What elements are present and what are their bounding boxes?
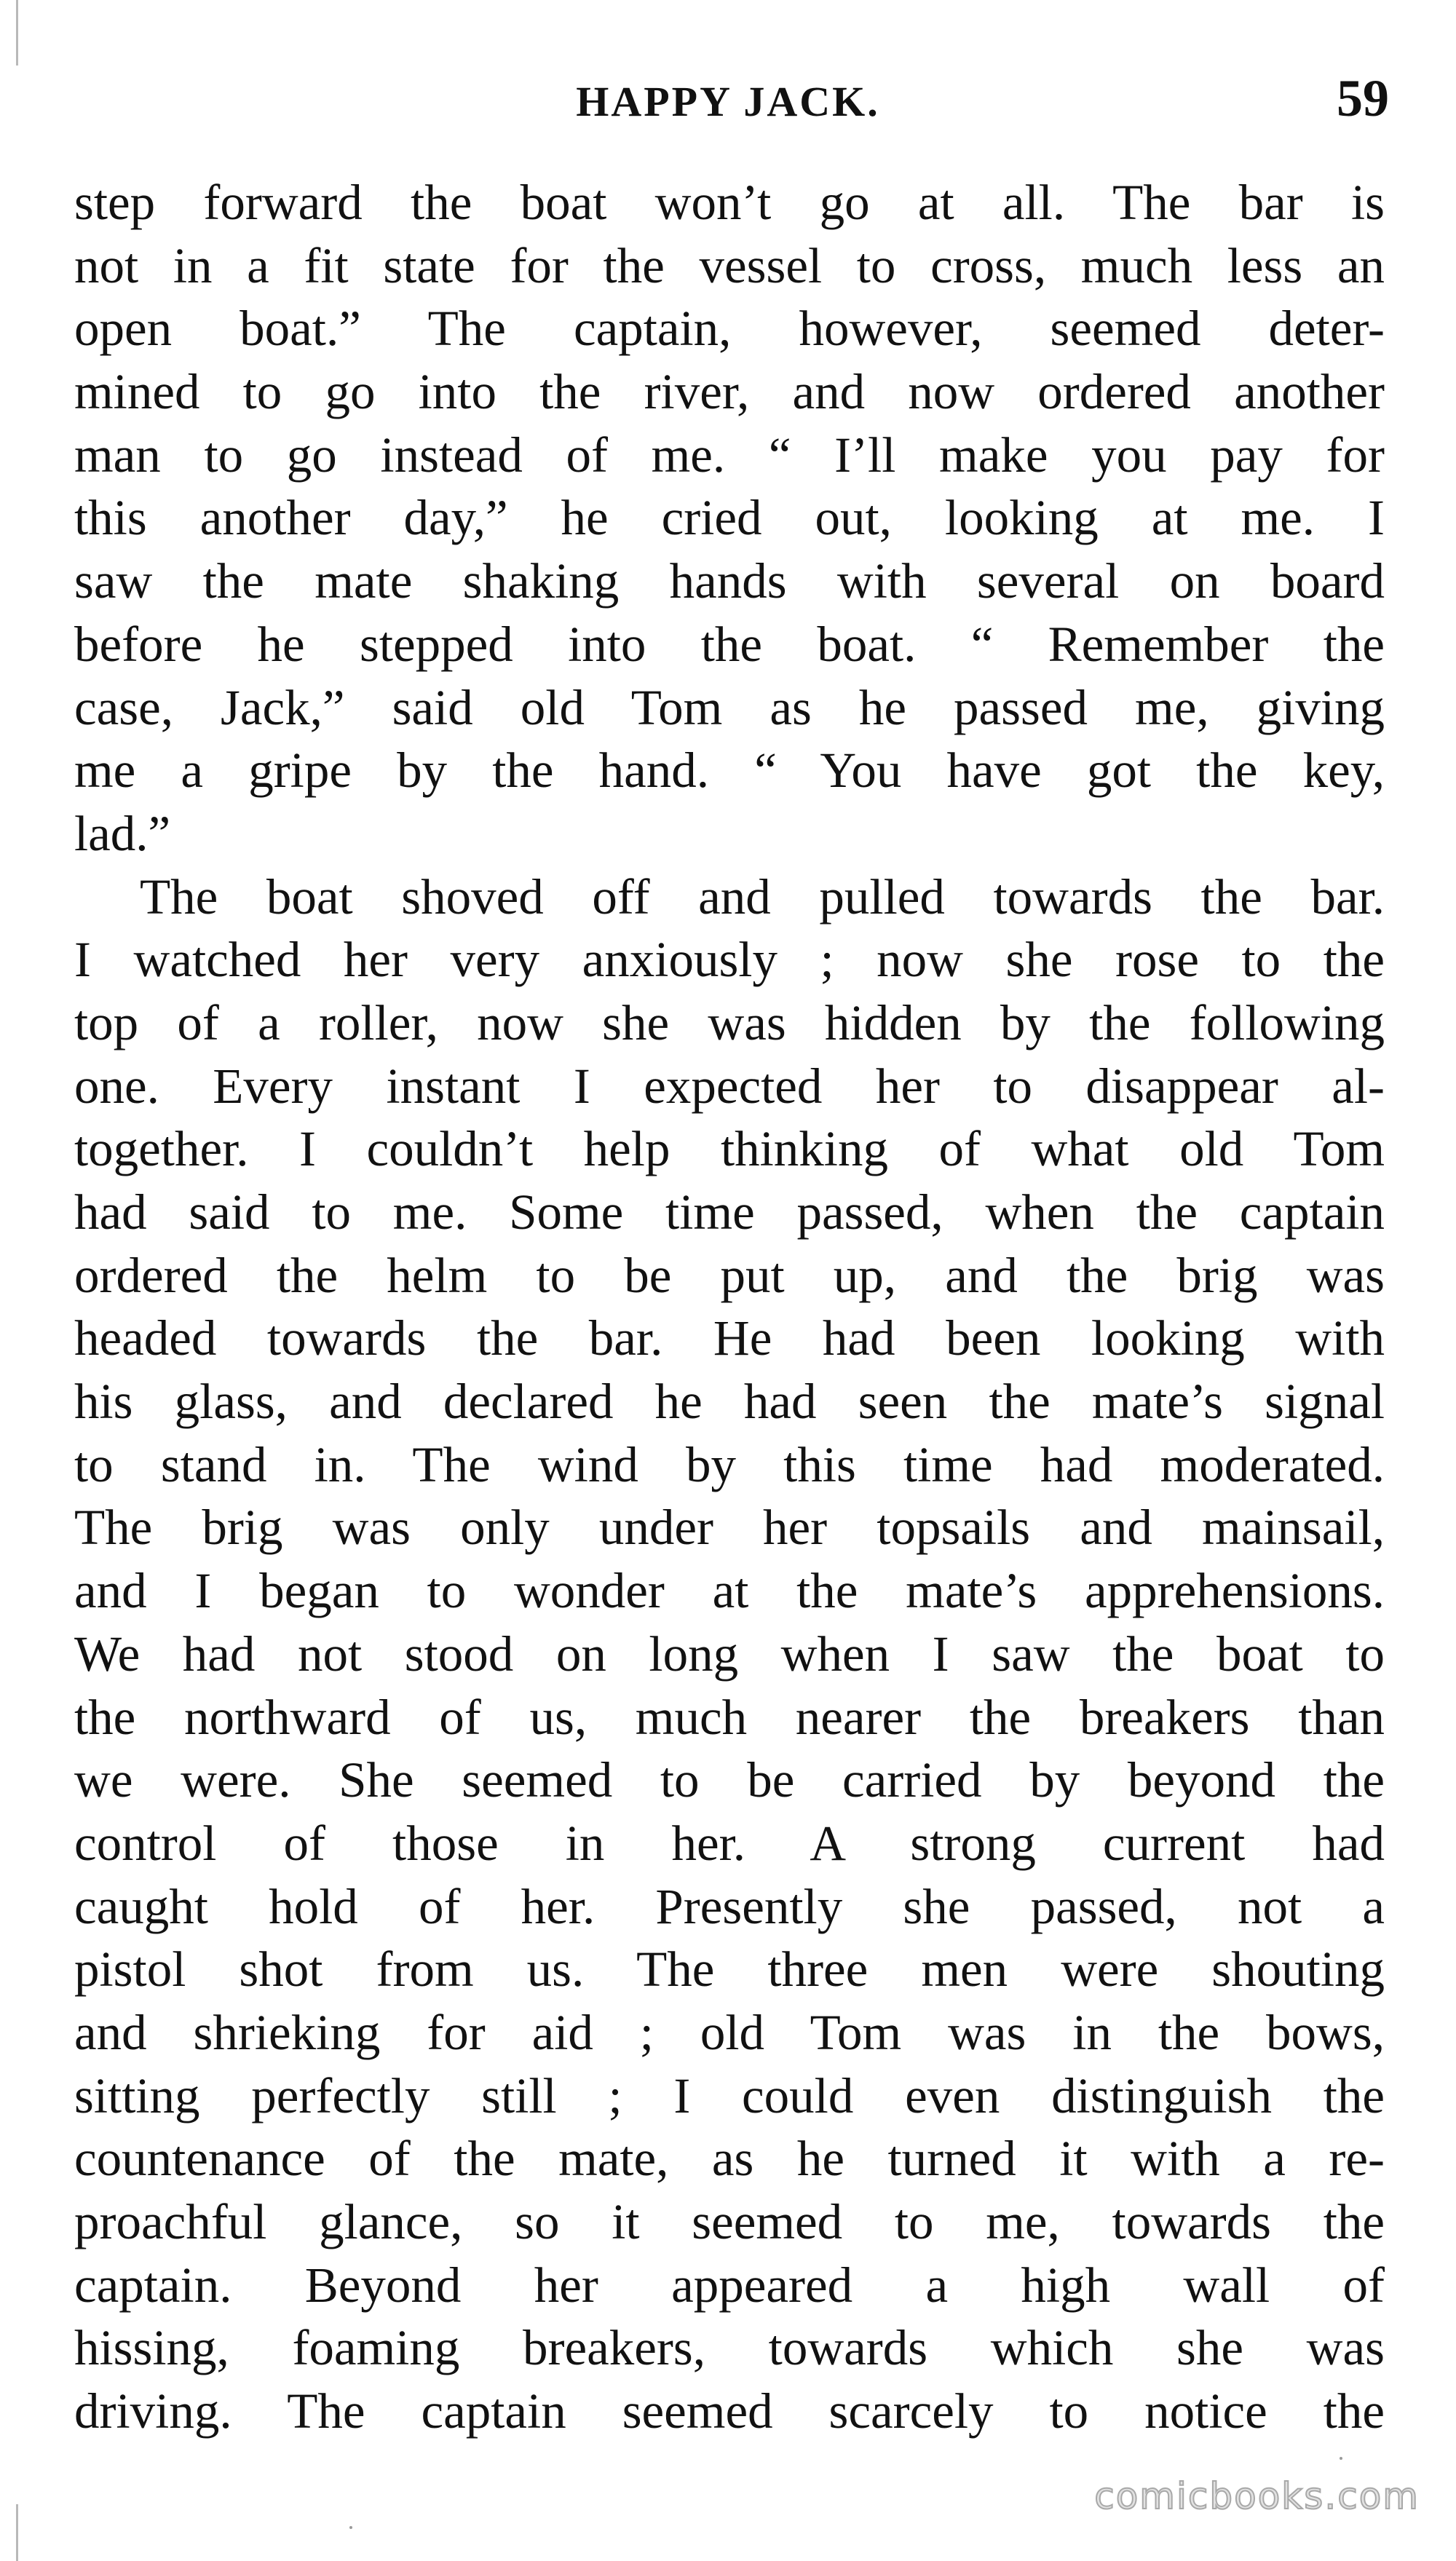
text-line: and shrieking for aid ; old Tom was in the bows,	[74, 2004, 1385, 2060]
text-line: captain. Beyond her appeared a high wall of	[74, 2257, 1385, 2313]
text-line: step forward the boat won’t go at all. The bar is	[74, 175, 1385, 230]
text-line: together. I couldn’t help thinking of what old Tom	[74, 1121, 1385, 1177]
text-line: saw the mate shaking hands with several on board	[74, 553, 1385, 609]
paper-speck	[349, 2526, 352, 2529]
text-line: I watched her very anxiously ; now she rose to the	[74, 932, 1385, 988]
paragraph-start-line: The boat shoved off and pulled towards the bar.	[140, 868, 1385, 925]
text-line: me a gripe by the hand. “ You have got the key,	[74, 743, 1385, 799]
text-line: this another day,” he cried out, looking at me. I	[74, 490, 1385, 546]
gutter-mark-top	[16, 0, 18, 66]
text-line: not in a fit state for the vessel to cross, much less an	[74, 237, 1385, 293]
text-line: the northward of us, much nearer the breakers than	[74, 1689, 1385, 1745]
text-line: ordered the helm to be put up, and the brig was	[74, 1247, 1385, 1303]
text-line: The brig was only under her topsails and mainsail,	[74, 1500, 1385, 1556]
watermark: comicbooks.com	[1094, 2475, 1420, 2517]
text-line: pistol shot from us. The three men were shouting	[74, 1941, 1385, 1998]
text-line: we were. She seemed to be carried by beyond the	[74, 1752, 1385, 1808]
text-line: headed towards the bar. He had been looking with	[74, 1310, 1385, 1366]
text-line: his glass, and declared he had seen the mate’s signal	[74, 1374, 1385, 1430]
text-line: to stand in. The wind by this time had moderated.	[74, 1436, 1385, 1492]
text-line: lad.”	[74, 805, 171, 861]
text-line: sitting perfectly still ; I could even distinguish the	[74, 2067, 1385, 2123]
text-line: man to go instead of me. “ I’ll make you pay for	[74, 427, 1385, 483]
text-line: proachful glance, so it seemed to me, towards the	[74, 2194, 1385, 2249]
text-line: and I began to wonder at the mate’s apprehensions.	[74, 1563, 1385, 1619]
page-number: 59	[1337, 69, 1389, 127]
text-line: case, Jack,” said old Tom as he passed me, giving	[74, 679, 1385, 735]
text-line: before he stepped into the boat. “ Remember the	[74, 616, 1385, 672]
text-line: caught hold of her. Presently she passed, not a	[74, 1878, 1385, 1934]
text-line: We had not stood on long when I saw the boat to	[74, 1626, 1385, 1682]
text-line: mined to go into the river, and now ordered another	[74, 364, 1385, 420]
text-line: hissing, foaming breakers, towards which she was	[74, 2320, 1385, 2376]
paper-speck	[1340, 2457, 1342, 2460]
text-line: countenance of the mate, as he turned it with a re-	[74, 2131, 1385, 2187]
text-line: one. Every instant I expected her to disappear al-	[74, 1058, 1385, 1114]
text-line: had said to me. Some time passed, when the captain	[74, 1184, 1385, 1240]
body-text	[74, 171, 1385, 2443]
gutter-mark-bottom	[16, 2504, 18, 2561]
text-line: open boat.” The captain, however, seemed deter-	[74, 301, 1385, 357]
running-head	[0, 64, 1456, 144]
text-line: top of a roller, now she was hidden by the following	[74, 994, 1385, 1050]
text-line: driving. The captain seemed scarcely to notice the	[74, 2383, 1385, 2439]
text-line: control of those in her. A strong current had	[74, 1815, 1385, 1871]
running-title: HAPPY JACK.	[576, 78, 880, 125]
